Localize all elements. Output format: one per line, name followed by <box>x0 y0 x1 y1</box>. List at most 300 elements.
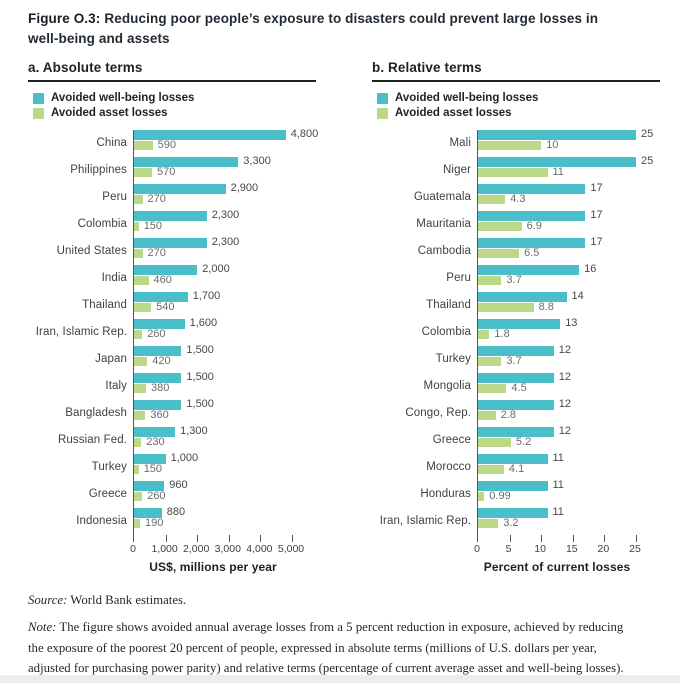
asset-bar-row <box>134 381 214 394</box>
asset-bar <box>478 168 548 177</box>
note-line <box>28 617 642 678</box>
asset-bar-row <box>478 327 577 340</box>
legend-b <box>377 91 660 121</box>
category-label: United States <box>56 245 127 258</box>
wellbeing-value-label: 12 <box>558 371 572 384</box>
category-label: Indonesia <box>76 515 127 528</box>
asset-value-label: 460 <box>153 273 172 286</box>
bar-group <box>477 265 596 292</box>
source-label: Source: <box>28 592 68 607</box>
x-axis-tick <box>292 535 293 542</box>
source-text: World Bank estimates. <box>70 592 187 607</box>
category-label: Peru <box>446 272 471 285</box>
page-bottom-band <box>0 675 680 683</box>
asset-bar <box>478 438 511 447</box>
asset-bar <box>134 168 152 177</box>
category-label: Thailand <box>82 299 127 312</box>
panel-b-title: b. Relative terms <box>372 60 660 82</box>
asset-value-label: 260 <box>147 327 166 340</box>
asset-bar <box>134 492 142 501</box>
x-axis-tick-label: 2,000 <box>183 542 210 555</box>
category-label: Japan <box>95 353 127 366</box>
category-label: Turkey <box>435 353 471 366</box>
bar-group <box>133 454 198 481</box>
asset-value-label: 0.99 <box>489 489 511 502</box>
figure-footer <box>0 590 680 679</box>
bar-group <box>477 508 564 535</box>
asset-value-label: 10 <box>546 138 559 151</box>
wellbeing-bar-row <box>134 292 220 302</box>
panel-relative-terms <box>372 60 660 574</box>
bar-group <box>133 292 220 319</box>
wellbeing-bar <box>134 130 286 140</box>
wellbeing-value-label: 16 <box>584 263 597 276</box>
asset-bar <box>134 519 140 528</box>
wellbeing-value-label: 17 <box>590 182 603 195</box>
wellbeing-bar-row <box>478 508 564 518</box>
wellbeing-bar-row <box>478 292 584 302</box>
bar-group <box>133 130 318 157</box>
wellbeing-value-label: 12 <box>558 425 572 438</box>
category-label: Thailand <box>426 299 471 312</box>
figure-title <box>0 0 648 49</box>
asset-bar <box>478 519 498 528</box>
category-label: Italy <box>105 380 127 393</box>
asset-bar <box>134 303 151 312</box>
x-axis-tick <box>573 535 574 542</box>
asset-bar-row <box>478 489 564 502</box>
asset-value-label: 5.2 <box>515 435 532 448</box>
category-label: China <box>96 137 127 150</box>
wellbeing-bar-row <box>134 265 230 275</box>
asset-value-label: 11 <box>552 165 564 178</box>
bar-group <box>477 481 564 508</box>
asset-bar <box>134 141 153 150</box>
note-label: Note: <box>28 620 57 635</box>
x-axis-tick <box>604 535 605 542</box>
chart-row <box>28 265 316 292</box>
bar-group <box>133 319 217 346</box>
asset-bar-row <box>478 273 596 286</box>
asset-value-label: 3.7 <box>506 273 522 286</box>
wellbeing-value-label: 17 <box>590 236 603 249</box>
asset-bar <box>478 357 501 366</box>
asset-value-label: 4.1 <box>508 462 525 475</box>
asset-bar <box>134 411 145 420</box>
asset-bar-row <box>478 435 571 448</box>
x-axis-tick-label: 5 <box>505 542 512 555</box>
wellbeing-bar-row <box>478 319 577 329</box>
x-axis-title-b: Percent of current losses <box>483 559 631 574</box>
asset-bar <box>134 465 139 474</box>
asset-bar-row <box>478 354 571 367</box>
wellbeing-bar-row <box>134 373 214 383</box>
bar-group <box>477 427 571 454</box>
asset-bar-row <box>478 381 571 394</box>
chart-row <box>28 238 316 265</box>
chart-row <box>28 481 316 508</box>
chart-row <box>372 481 660 508</box>
wellbeing-bar-row <box>478 130 653 140</box>
legend-item-wellbeing <box>33 91 316 106</box>
wellbeing-bar-row <box>134 346 214 356</box>
wellbeing-value-label: 11 <box>552 452 564 465</box>
wellbeing-bar-row <box>478 265 596 275</box>
chart-row <box>372 211 660 238</box>
asset-bar-row <box>134 327 217 340</box>
plot-a <box>28 128 319 556</box>
panel-absolute-terms <box>28 59 319 574</box>
x-axis-tick-labels <box>474 542 660 556</box>
wellbeing-value-label: 17 <box>590 209 603 222</box>
x-axis-row <box>372 535 660 542</box>
asset-bar <box>478 303 534 312</box>
chart-row <box>372 265 660 292</box>
wellbeing-bar <box>134 238 207 248</box>
category-label: Colombia <box>77 218 127 231</box>
chart-row <box>28 427 316 454</box>
asset-value-label: 590 <box>157 138 176 151</box>
chart-row <box>28 128 319 157</box>
category-label: Greece <box>88 488 127 501</box>
asset-bar-row <box>478 300 584 313</box>
asset-bar <box>478 492 484 501</box>
wellbeing-value-label: 14 <box>571 290 584 303</box>
asset-value-label: 1.8 <box>494 327 510 340</box>
bar-group <box>133 481 188 508</box>
x-axis-tick-labels <box>130 542 316 556</box>
wellbeing-value-label: 1,500 <box>186 344 214 357</box>
bar-group <box>477 373 571 400</box>
bar-group <box>477 454 564 481</box>
bar-group <box>133 211 239 238</box>
wellbeing-bar-row <box>134 157 271 167</box>
asset-bar-row <box>134 192 258 205</box>
wellbeing-value-label: 1,500 <box>186 371 214 384</box>
bar-group <box>477 211 603 238</box>
x-axis-tick-label: 0 <box>474 542 480 555</box>
x-axis-tick-label: 0 <box>130 542 136 555</box>
chart-row <box>28 211 316 238</box>
asset-bar <box>134 384 146 393</box>
chart-row <box>372 130 660 157</box>
legend-item-asset <box>377 106 660 121</box>
bar-group <box>477 184 603 211</box>
wellbeing-value-label: 11 <box>552 479 564 492</box>
asset-bar-row <box>478 408 571 421</box>
chart-row <box>372 346 660 373</box>
chart-row <box>28 184 316 211</box>
asset-swatch-icon <box>33 108 44 119</box>
chart-row <box>28 157 316 184</box>
asset-bar <box>478 195 505 204</box>
asset-bar <box>134 330 142 339</box>
bar-group <box>133 400 214 427</box>
asset-bar <box>134 222 139 231</box>
asset-value-label: 540 <box>156 300 175 313</box>
asset-bar <box>134 195 143 204</box>
axis-spacer <box>28 542 133 556</box>
asset-bar-row <box>134 246 239 259</box>
asset-value-label: 3.7 <box>506 354 522 367</box>
asset-bar <box>478 465 504 474</box>
bar-group <box>133 184 258 211</box>
asset-bar-row <box>134 408 214 421</box>
chart-row <box>28 319 316 346</box>
asset-bar <box>134 438 141 447</box>
figure-title-text: Reducing poor people’s exposure to disasters could prevent large losses in well-being and assets <box>28 11 599 46</box>
x-axis-tick <box>260 535 261 542</box>
asset-bar-row <box>478 462 564 475</box>
asset-bar <box>478 384 506 393</box>
x-axis <box>477 535 635 542</box>
wellbeing-bar-row <box>478 400 571 410</box>
category-label: Honduras <box>420 488 471 501</box>
source-line <box>28 590 642 610</box>
asset-value-label: 380 <box>151 381 170 394</box>
asset-value-label: 8.8 <box>538 300 554 313</box>
bar-group <box>133 157 271 184</box>
category-label: Iran, Islamic Rep. <box>379 515 471 528</box>
category-label: Guatemala <box>413 191 471 204</box>
wellbeing-value-label: 12 <box>558 344 572 357</box>
bar-group <box>477 400 571 427</box>
category-label: India <box>101 272 127 285</box>
asset-value-label: 150 <box>143 219 163 232</box>
asset-value-label: 4.3 <box>510 192 526 205</box>
chart-row <box>28 400 316 427</box>
bar-group <box>477 157 653 184</box>
asset-swatch-icon <box>377 108 388 119</box>
asset-bar <box>478 141 541 150</box>
asset-bar-row <box>134 273 230 286</box>
wellbeing-bar-row <box>478 157 653 167</box>
wellbeing-value-label: 1,600 <box>189 317 218 330</box>
asset-value-label: 270 <box>147 246 166 259</box>
wellbeing-bar-row <box>478 346 571 356</box>
asset-value-label: 190 <box>145 516 164 529</box>
x-axis-tick-label: 5,000 <box>277 542 305 555</box>
asset-value-label: 420 <box>152 354 171 367</box>
chart-row <box>28 373 316 400</box>
wellbeing-bar <box>478 265 579 275</box>
chart-row <box>372 400 660 427</box>
legend-label-wellbeing: Avoided well-being losses <box>51 92 195 105</box>
bar-group <box>477 130 653 157</box>
bar-group <box>133 508 185 535</box>
x-axis-tick-label: 20 <box>597 542 610 555</box>
asset-bar-row <box>478 516 564 529</box>
asset-bar <box>134 249 143 258</box>
wellbeing-value-label: 1,500 <box>186 398 214 411</box>
asset-bar-row <box>134 300 220 313</box>
asset-bar <box>478 276 501 285</box>
bar-group <box>133 427 208 454</box>
wellbeing-value-label: 3,300 <box>243 155 271 168</box>
chart-row <box>372 238 660 265</box>
wellbeing-value-label: 11 <box>552 506 564 519</box>
x-axis-tick <box>541 535 542 542</box>
wellbeing-bar-row <box>478 184 603 194</box>
x-axis-tick <box>166 535 167 542</box>
bar-group <box>133 265 230 292</box>
category-label: Peru <box>102 191 127 204</box>
chart-row <box>372 184 660 211</box>
wellbeing-value-label: 4,800 <box>290 128 319 141</box>
wellbeing-value-label: 1,000 <box>170 452 199 465</box>
asset-bar-row <box>478 246 603 259</box>
chart-row <box>372 373 660 400</box>
asset-bar <box>478 330 489 339</box>
chart-row <box>372 427 660 454</box>
chart-row <box>28 346 316 373</box>
x-axis-labels-row <box>28 542 316 556</box>
asset-bar-row <box>134 165 271 178</box>
legend-a <box>33 91 316 121</box>
wellbeing-bar-row <box>134 400 214 410</box>
axis-spacer <box>372 542 477 556</box>
x-axis-labels-row <box>372 542 660 556</box>
wellbeing-bar <box>478 319 560 329</box>
category-label: Colombia <box>421 326 471 339</box>
wellbeing-bar-row <box>478 238 603 248</box>
asset-bar <box>478 249 519 258</box>
wellbeing-value-label: 2,300 <box>211 209 240 222</box>
asset-value-label: 230 <box>146 435 165 448</box>
asset-bar-row <box>134 219 239 232</box>
asset-value-label: 6.5 <box>524 246 540 259</box>
asset-bar-row <box>134 462 198 475</box>
x-axis-tick <box>197 535 198 542</box>
asset-bar-row <box>134 138 318 151</box>
x-axis-row <box>28 535 316 542</box>
wellbeing-value-label: 2,900 <box>230 182 259 195</box>
x-axis-title-a: US$, millions per year <box>149 559 277 574</box>
wellbeing-value-label: 13 <box>565 317 578 330</box>
bar-group <box>477 292 584 319</box>
category-label: Mauritania <box>416 218 471 231</box>
category-label: Mongolia <box>423 380 471 393</box>
asset-value-label: 6.9 <box>526 219 542 232</box>
asset-bar-row <box>478 219 603 232</box>
asset-bar <box>134 276 149 285</box>
x-axis-tick <box>510 535 511 542</box>
charts-row <box>0 60 680 574</box>
category-label: Congo, Rep. <box>405 407 471 420</box>
asset-bar-row <box>134 354 214 367</box>
wellbeing-bar <box>478 184 585 194</box>
legend-label-asset: Avoided asset losses <box>395 107 512 120</box>
wellbeing-value-label: 2,000 <box>202 263 230 276</box>
x-axis-tick-label: 1,000 <box>151 542 178 555</box>
category-label: Greece <box>432 434 471 447</box>
panel-a-title: a. Absolute terms <box>28 60 316 82</box>
wellbeing-bar-row <box>134 427 208 437</box>
x-axis-tick <box>229 535 230 542</box>
chart-row <box>28 508 316 535</box>
bar-group <box>477 319 577 346</box>
category-label: Philippines <box>70 164 127 177</box>
wellbeing-value-label: 25 <box>641 128 654 141</box>
x-axis-tick <box>636 535 637 542</box>
bar-group <box>477 238 603 265</box>
legend-item-wellbeing <box>377 91 660 106</box>
legend-label-wellbeing: Avoided well-being losses <box>395 92 539 105</box>
asset-value-label: 260 <box>147 489 166 502</box>
chart-row <box>372 319 660 346</box>
wellbeing-value-label: 960 <box>169 479 188 492</box>
x-axis <box>133 535 291 542</box>
legend-label-asset: Avoided asset losses <box>51 107 168 120</box>
category-label: Iran, Islamic Rep. <box>35 326 127 339</box>
chart-row <box>28 454 316 481</box>
category-label: Bangladesh <box>65 407 127 420</box>
asset-value-label: 4.5 <box>511 381 527 394</box>
wellbeing-swatch-icon <box>377 93 388 104</box>
wellbeing-value-label: 12 <box>558 398 572 411</box>
chart-row <box>372 157 660 184</box>
wellbeing-value-label: 25 <box>641 155 654 168</box>
asset-value-label: 360 <box>150 408 169 421</box>
axis-spacer <box>28 535 133 542</box>
asset-bar-row <box>134 435 208 448</box>
category-label: Russian Fed. <box>58 434 127 447</box>
category-label: Turkey <box>91 461 127 474</box>
wellbeing-swatch-icon <box>33 93 44 104</box>
asset-value-label: 150 <box>143 462 163 475</box>
x-axis-tick-label: 4,000 <box>246 542 273 555</box>
plot-b <box>372 130 660 556</box>
bar-group <box>133 346 214 373</box>
wellbeing-bar <box>134 157 238 167</box>
note-text: The figure shows avoided annual average losses from a 5 percent reduction in exposure, achieved by reducing the exposure of the poorest 20 percent of people, expressed in absolute terms (millions of U.S. dollars per year, adjusted for purchasing power parity) and relative terms (percentage of current average asset and well-being losses). <box>28 620 624 676</box>
axis-spacer <box>372 535 477 542</box>
asset-value-label: 570 <box>157 165 176 178</box>
category-label: Cambodia <box>417 245 471 258</box>
asset-bar-row <box>478 138 653 151</box>
asset-bar-row <box>478 165 653 178</box>
bar-group <box>477 346 571 373</box>
figure-number-label: Figure O.3: <box>28 11 101 26</box>
asset-value-label: 2.8 <box>500 408 516 421</box>
asset-bar <box>478 222 522 231</box>
wellbeing-value-label: 2,300 <box>211 236 240 249</box>
category-label: Mali <box>449 137 471 150</box>
chart-row <box>372 454 660 481</box>
asset-value-label: 3.2 <box>503 516 519 529</box>
chart-row <box>372 508 660 535</box>
category-label: Niger <box>443 164 471 177</box>
bar-group <box>133 373 214 400</box>
x-axis-tick-label: 10 <box>534 542 547 555</box>
wellbeing-value-label: 1,700 <box>192 290 221 303</box>
asset-bar <box>478 411 496 420</box>
asset-value-label: 270 <box>147 192 166 205</box>
asset-bar <box>134 357 147 366</box>
chart-row <box>372 292 660 319</box>
wellbeing-value-label: 880 <box>166 506 186 519</box>
chart-row <box>28 292 316 319</box>
x-axis-tick-label: 15 <box>565 542 578 555</box>
bar-group <box>133 238 239 265</box>
asset-bar-row <box>134 489 188 502</box>
wellbeing-value-label: 1,300 <box>180 425 208 438</box>
legend-item-asset <box>33 106 316 121</box>
x-axis-tick-label: 3,000 <box>214 542 241 555</box>
x-axis-tick-label: 25 <box>629 542 641 555</box>
category-label: Morocco <box>426 461 471 474</box>
asset-bar-row <box>134 516 185 529</box>
